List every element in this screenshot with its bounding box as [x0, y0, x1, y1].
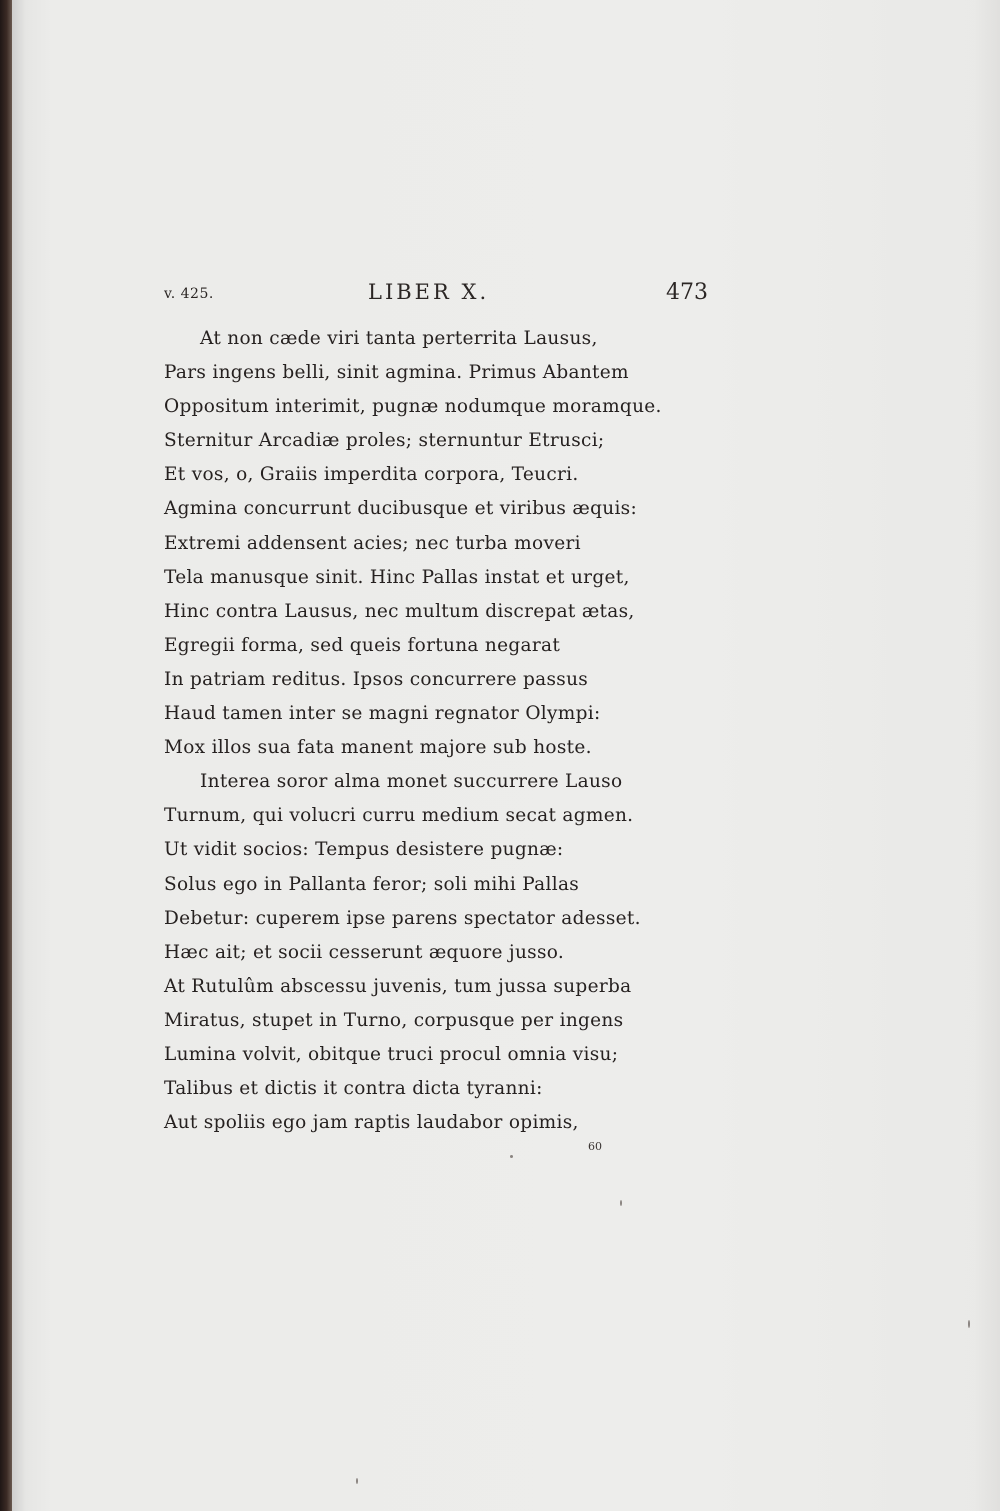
book-title: LIBER X. — [368, 280, 490, 304]
book-binding — [0, 0, 12, 1511]
verse-line: Turnum, qui volucri curru medium secat agmen. — [164, 805, 634, 827]
verse-line: Solus ego in Pallanta feror; soli mihi Pallas — [164, 873, 580, 895]
verse-line: Talibus et dictis it contra dicta tyranni: — [164, 1078, 543, 1100]
paper-speck — [968, 1320, 970, 1328]
verse-line: Haud tamen inter se magni regnator Olympi: — [164, 703, 601, 725]
verse-line: Lumina volvit, obitque truci procul omnia visu; — [164, 1043, 619, 1065]
verse-line: Oppositum interimit, pugnæ nodumque moramque. — [164, 396, 662, 418]
verse-line: Debetur: cuperem ipse parens spectator adesset. — [164, 907, 641, 929]
verse-line: Et vos, o, Graiis imperdita corpora, Teucri. — [164, 464, 579, 486]
verse-block — [164, 322, 744, 1140]
verse-line: Agmina concurrunt ducibusque et viribus æquis: — [164, 498, 637, 520]
paper-speck — [620, 1200, 622, 1206]
verse-line: Ut vidit socios: Tempus desistere pugnæ: — [164, 839, 564, 861]
page-number: 473 — [666, 280, 708, 305]
verse-line: In patriam reditus. Ipsos concurrere passus — [164, 668, 589, 690]
verse-line: Interea soror alma monet succurrere Lauso — [200, 771, 623, 793]
verse-line: At Rutulûm abscessu juvenis, tum jussa superba — [164, 975, 632, 997]
verse-line: Tela manusque sinit. Hinc Pallas instat et urget, — [164, 566, 630, 588]
signature-mark: 60 — [588, 1140, 602, 1153]
paper-speck — [510, 1155, 513, 1158]
verse-line: At non cæde viri tanta perterrita Lausus, — [200, 328, 598, 349]
verse-line: Hinc contra Lausus, nec multum discrepat ætas, — [164, 600, 635, 622]
verse-line: Aut spoliis ego jam raptis laudabor opimis, — [164, 1112, 579, 1134]
verse-line: Egregii forma, sed queis fortuna negarat — [164, 634, 561, 656]
verse-line: Sternitur Arcadiæ proles; sternuntur Etrusci; — [164, 430, 605, 452]
page-edge-shadow — [974, 0, 1000, 1511]
paper-speck — [356, 1478, 358, 1484]
verse-line: Extremi addensent acies; nec turba moveri — [164, 532, 581, 554]
verse-reference: v. 425. — [164, 286, 214, 302]
verse-line: Hæc ait; et socii cesserunt æquore jusso. — [164, 941, 565, 963]
verse-line: Mox illos sua fata manent majore sub hoste. — [164, 737, 592, 759]
running-head — [150, 280, 710, 316]
verse-line: Miratus, stupet in Turno, corpusque per ingens — [164, 1009, 624, 1031]
verse-line: Pars ingens belli, sinit agmina. Primus Abantem — [164, 362, 629, 384]
